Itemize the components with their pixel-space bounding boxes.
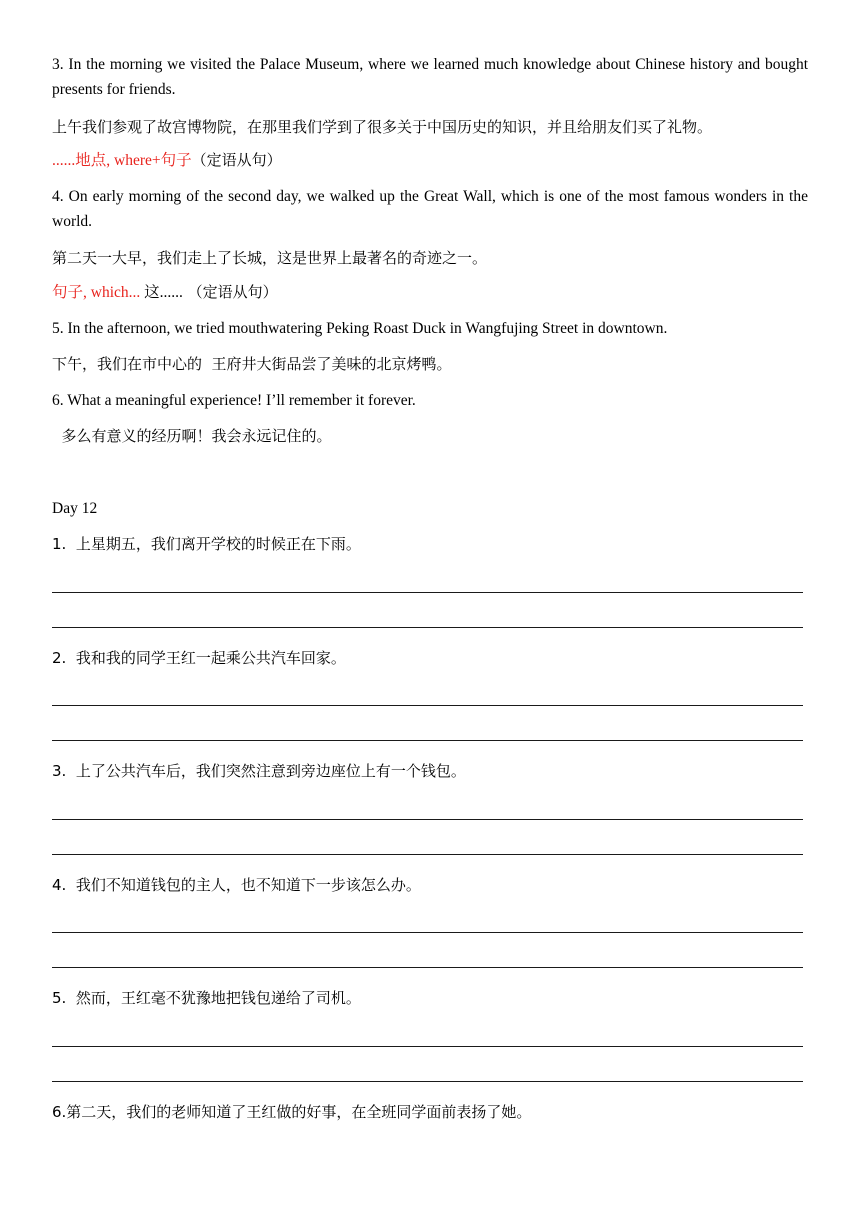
answer-line[interactable] xyxy=(52,967,803,968)
item4-note-type: （定语从句） xyxy=(182,283,278,301)
item3-note-type: （定语从句） xyxy=(191,151,282,169)
answer-line[interactable] xyxy=(52,854,803,855)
item4-chinese: 第二天一大早，我们走上了长城，这是世界上最著名的奇迹之一。 xyxy=(52,249,488,267)
day12-item-3: 3. 上了公共汽车后，我们突然注意到旁边座位上有一个钱包。 xyxy=(52,762,466,780)
answer-line[interactable] xyxy=(52,1081,803,1082)
item4-english: 4. On early morning of the second day, we walked up the Great Wall, which is one of the most famous wonders in the world. xyxy=(52,188,808,230)
item4-note-pattern: 句子, which... xyxy=(52,284,141,301)
item5-chinese: 下午，我们在市中心的 王府井大街品尝了美味的北京烤鸭。 xyxy=(52,355,452,373)
answer-line[interactable] xyxy=(52,819,803,820)
answer-line[interactable] xyxy=(52,592,803,593)
item3-grammar-note xyxy=(52,149,808,172)
day12-item-5: 5. 然而，王红毫不犹豫地把钱包递给了司机。 xyxy=(52,989,361,1007)
day12-item-4: 4. 我们不知道钱包的主人，也不知道下一步该怎么办。 xyxy=(52,876,421,894)
day12-heading: Day 12 xyxy=(52,500,98,517)
answer-line[interactable] xyxy=(52,932,803,933)
item6-english: 6. What a meaningful experience! I’ll remember it forever. xyxy=(52,392,416,409)
item5-english: 5. In the afternoon, we tried mouthwatering Peking Roast Duck in Wangfujing Street in downtown. xyxy=(52,320,668,337)
answer-line[interactable] xyxy=(52,740,803,741)
day12-item-2: 2. 我和我的同学王红一起乘公共汽车回家。 xyxy=(52,649,346,667)
day12-item-6: 6.第二天，我们的老师知道了王红做的好事，在全班同学面前表扬了她。 xyxy=(52,1103,532,1121)
item6-chinese: 多么有意义的经历啊！我会永远记住的。 xyxy=(52,427,332,445)
item3-chinese: 上午我们参观了故宫博物院，在那里我们学到了很多关于中国历史的知识，并且给朋友们买了礼物。 xyxy=(52,118,713,136)
item4-grammar-note xyxy=(52,281,808,304)
item3-note-pattern: ......地点, where+句子 xyxy=(52,152,192,169)
answer-line[interactable] xyxy=(52,627,803,628)
answer-line[interactable] xyxy=(52,1046,803,1047)
answer-line[interactable] xyxy=(52,705,803,706)
item3-english: 3. In the morning we visited the Palace Museum, where we learned much knowledge about Chinese history and bought presents for friends. xyxy=(52,56,808,98)
day12-item-1: 1. 上星期五，我们离开学校的时候正在下雨。 xyxy=(52,535,361,553)
item4-note-meaning: 这...... xyxy=(140,284,183,301)
